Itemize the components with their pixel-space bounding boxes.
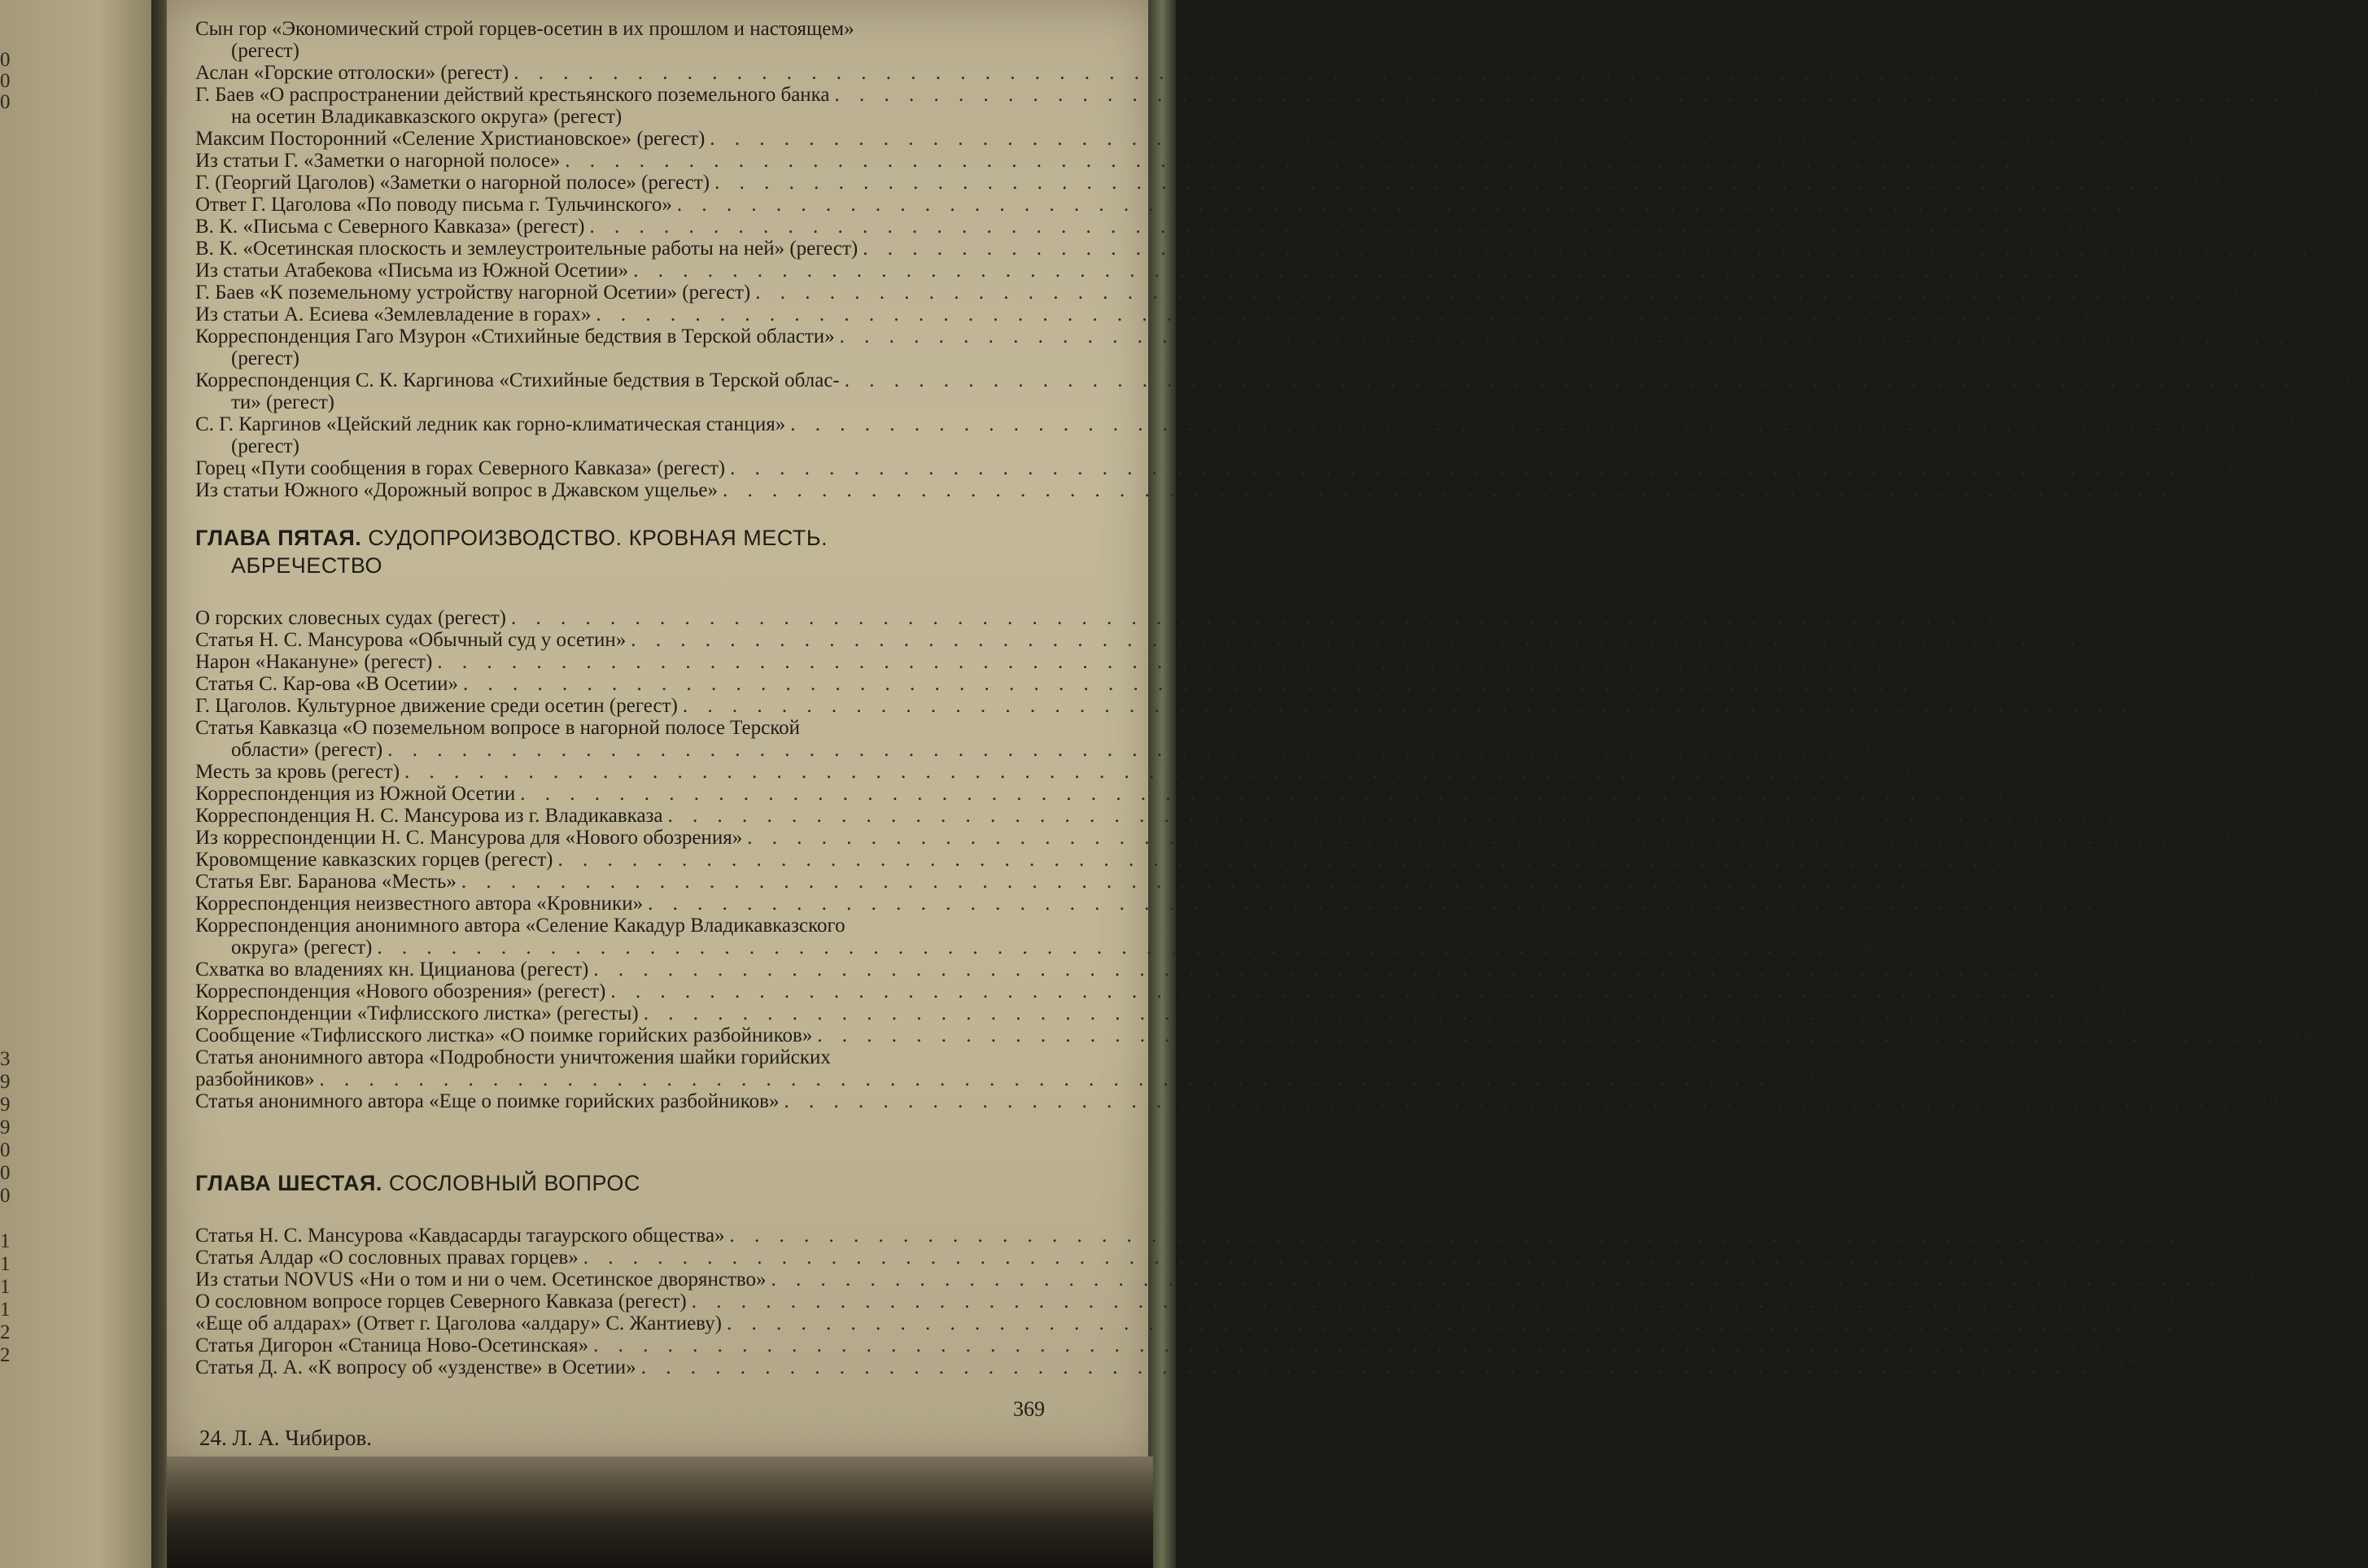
toc-entry-title: Г. Цаголов. Культурное движение среди осетин (регест) <box>195 695 678 717</box>
toc-entry <box>195 40 1042 62</box>
toc-entry-title: Статья Кавказца «О поземельном вопросе в нагорной полосе Терской <box>195 717 800 739</box>
toc-entry-page: 146 <box>2118 1002 2149 1024</box>
toc-entry-page: 117 <box>2108 260 2139 282</box>
dot-leader <box>714 172 2166 194</box>
toc-entry-page: 117 <box>2230 282 2261 304</box>
dot-leader <box>404 761 1856 783</box>
toc-entry-title: «Еще об алдарах» (Ответ г. Цаголова «алдару» С. Жантиеву) <box>195 1312 722 1334</box>
bottom-shadow <box>167 1457 1153 1568</box>
toc-entry-page: 115 <box>2152 194 2183 216</box>
toc-entry-title: Из статьи Г. «Заметки о нагорной полосе» <box>195 150 561 172</box>
toc-entry-title: С. Г. Каргинов «Цейский ледник как горно-климатическая станция» <box>195 413 786 435</box>
left-page-digit: 0 <box>0 91 11 113</box>
toc-entry <box>195 435 1042 457</box>
toc-entry-title: Максим Посторонний «Селение Христиановское» (регест) <box>195 128 706 150</box>
left-page-digit: 9 <box>0 1094 11 1116</box>
toc-entry <box>195 1291 2197 1312</box>
toc-entry-page: 165 <box>2246 1269 2277 1291</box>
toc-entry <box>195 651 1943 673</box>
toc-entry-title: Месть за кровь (регест) <box>195 761 400 783</box>
toc-entry <box>195 1090 2290 1112</box>
toc-entry <box>195 783 2026 805</box>
toc-entry <box>195 216 2095 238</box>
toc-entry-page: 117 <box>2338 238 2368 260</box>
page-number: 369 <box>1013 1397 1045 1421</box>
left-page-digit: 0 <box>0 49 11 71</box>
toc-entry <box>195 282 2261 304</box>
toc-entry <box>195 1068 1825 1090</box>
dot-leader <box>437 651 1889 673</box>
left-page-digit: 1 <box>0 1253 11 1275</box>
left-page-digit: 0 <box>0 70 11 92</box>
toc-entry <box>195 805 2174 827</box>
toc-entry-title: Ответ Г. Цаголова «По поводу письма г. Тульчинского» <box>195 194 672 216</box>
dot-leader <box>641 1356 2093 1378</box>
dot-leader <box>511 607 1963 629</box>
dot-leader <box>610 981 2062 1002</box>
chapter-6-heading <box>195 1169 1042 1197</box>
toc-entry-title: Корреспонденция Н. С. Мансурова из г. Владикавказа <box>195 805 663 827</box>
toc-entry <box>195 849 2064 871</box>
toc-entry-title: Г. Баев «К поземельному устройству нагорной Осетии» (регест) <box>195 282 751 304</box>
chapter-5-title: СУДОПРОИЗВОДСТВО. КРОВНАЯ МЕСТЬ. <box>368 526 828 550</box>
chapter-6-title: СОСЛОВНЫЙ ВОПРОС <box>388 1171 640 1195</box>
toc-entry <box>195 260 2139 282</box>
toc-entry <box>195 194 2183 216</box>
dot-leader <box>710 128 2161 150</box>
toc-entry <box>195 739 1894 761</box>
dot-leader <box>840 325 2292 347</box>
dot-leader <box>377 937 1828 959</box>
toc-entry-title: Статья Алдар «О сословных правах горцев» <box>195 1247 579 1269</box>
left-page-digit: 2 <box>0 1344 11 1366</box>
entries-list-a <box>195 18 2368 501</box>
toc-entry-title: разбойников» <box>195 1068 315 1090</box>
toc-entry-page: 139 <box>1862 739 1894 761</box>
toc-entry <box>195 871 1968 893</box>
dot-leader <box>565 150 2016 172</box>
toc-entry-page: 114 <box>2190 172 2221 194</box>
toc-entry-page: 113 <box>2185 128 2216 150</box>
toc-entry-page: 121 <box>2197 479 2229 501</box>
toc-entry <box>195 1334 2099 1356</box>
chapter-5-title-2: АБРЕЧЕСТВО <box>231 553 382 578</box>
dot-leader <box>648 893 2099 915</box>
toc-entry <box>195 1247 2089 1269</box>
toc-entry-page: 151 <box>2204 1225 2235 1247</box>
toc-entry-title: Статья анонимного автора «Подробности уничтожения шайки горийских <box>195 1046 831 1068</box>
toc-entry <box>195 629 2137 651</box>
dot-leader <box>513 62 1965 84</box>
toc-entry-title: Корреспонденция «Нового обозрения» (регест) <box>195 981 606 1002</box>
toc-entry-title: В. К. «Осетинская плоскость и землеустроительные работы на ней» (регест) <box>195 238 859 260</box>
toc-entry-title: Статья С. Кар-ова «В Осетии» <box>195 673 459 695</box>
toc-entry <box>195 18 1042 40</box>
toc-entry-page: 120 <box>2319 369 2350 391</box>
toc-entry <box>195 1225 2235 1247</box>
toc-entry <box>195 457 2236 479</box>
toc-entry <box>195 479 2229 501</box>
toc-entry-page: 137 <box>1938 673 1969 695</box>
dot-leader <box>589 216 2041 238</box>
toc-entry-title: О сословном вопросе горцев Северного Кавказа (регест) <box>195 1291 687 1312</box>
toc-entry <box>195 62 2020 84</box>
chapter-6-label: ГЛАВА ШЕСТАЯ. <box>195 1171 382 1195</box>
toc-entry-page: 139 <box>1879 761 1911 783</box>
dot-leader <box>583 1247 2035 1269</box>
table-of-contents <box>195 18 2368 1378</box>
dot-leader <box>633 260 2085 282</box>
toc-entry <box>195 347 1042 369</box>
dot-leader <box>463 673 1915 695</box>
dot-leader <box>387 739 1839 761</box>
toc-entry-page: 146 <box>2069 959 2099 981</box>
toc-entry-page: 113 <box>2310 84 2340 106</box>
toc-entry <box>195 84 2340 106</box>
left-page-digit: 0 <box>0 1162 11 1184</box>
toc-entry-title: Сын гор «Экономический строй горцев-осетин в их прошлом и настоящем» <box>195 18 854 40</box>
toc-entry <box>195 128 2216 150</box>
toc-entry <box>195 1356 2147 1378</box>
toc-entry-title: Кровомщение кавказских горцев (регест) <box>195 849 553 871</box>
toc-entry-page: 148 <box>2259 1090 2290 1112</box>
toc-entry-page: 139 <box>2143 805 2174 827</box>
toc-entry-title: Статья Н. С. Мансурова «Кавдасарды тагаурского общества» <box>195 1225 725 1247</box>
toc-entry <box>195 915 1042 937</box>
toc-entry-title: Статья Евг. Баранова «Месть» <box>195 871 457 893</box>
dot-leader <box>593 959 2045 981</box>
dot-leader <box>557 849 2009 871</box>
toc-entry <box>195 304 2102 325</box>
toc-entry-page: 142 <box>2033 849 2064 871</box>
toc-entry <box>195 391 1042 413</box>
toc-entry-title: (регест) <box>231 435 299 457</box>
toc-entry <box>195 106 1042 128</box>
toc-entry-title: Из статьи А. Есиева «Землевладение в горах» <box>195 304 592 325</box>
dot-leader <box>520 783 1972 805</box>
toc-entry-title: Корреспонденции «Тифлисского листка» (регесты) <box>195 1002 639 1024</box>
toc-entry-title: Из статьи Атабекова «Письма из Южной Осетии» <box>195 260 629 282</box>
toc-entry-title: Корреспонденция Гаго Мзурон «Стихийные бедствия в Терской области» <box>195 325 835 347</box>
left-page-digit: 9 <box>0 1116 11 1138</box>
toc-entry-page: 167 <box>2201 1312 2233 1334</box>
footer-signature: 24. Л. А. Чибиров. <box>199 1426 372 1450</box>
toc-entry-title: (регест) <box>231 40 299 62</box>
left-page-digit: 0 <box>0 1139 11 1161</box>
dot-leader <box>845 369 2296 391</box>
dot-leader <box>593 1334 2045 1356</box>
toc-entry-page: 146 <box>2086 981 2117 1002</box>
dot-leader <box>755 282 2207 304</box>
toc-entry-page: 113 <box>2040 150 2071 172</box>
dot-leader <box>790 413 2242 435</box>
toc-entry-page: 176 <box>2068 1334 2099 1356</box>
dot-leader <box>596 304 2047 325</box>
dot-leader <box>677 194 2129 216</box>
toc-entry-page: 116 <box>2065 216 2095 238</box>
toc-entry <box>195 937 1883 959</box>
dot-leader <box>668 805 2120 827</box>
dot-leader <box>692 1291 2143 1312</box>
dot-leader <box>835 84 2287 106</box>
toc-entry-page: 145 <box>1852 937 1883 959</box>
toc-entry-title: Корреспонденция анонимного автора «Селение Какадур Владикавказского <box>195 915 845 937</box>
toc-entry-title: ти» (регест) <box>231 391 334 413</box>
toc-entry <box>195 717 1042 739</box>
entries-list-b <box>195 607 2323 1112</box>
toc-entry-page: 146 <box>2292 1024 2323 1046</box>
dot-leader <box>863 238 2314 260</box>
left-page-digit: 1 <box>0 1299 11 1321</box>
dot-leader <box>730 457 2182 479</box>
toc-entry-page: 139 <box>1994 783 2026 805</box>
toc-entry-title: Аслан «Горские отголоски» (регест) <box>195 62 509 84</box>
toc-entry-page: 112 <box>1989 62 2020 84</box>
toc-entry-title: Схватка во владениях кн. Цицианова (регест) <box>195 959 589 981</box>
toc-entry-title: Горец «Пути сообщения в горах Северного Кавказа» (регест) <box>195 457 726 479</box>
toc-entry <box>195 1002 2149 1024</box>
toc-entry-title: Статья Н. С. Мансурова «Обычный суд у осетин» <box>195 629 627 651</box>
dot-leader <box>727 1312 2178 1334</box>
toc-entry-title: области» (регест) <box>231 739 383 761</box>
chapter-5-heading <box>195 524 1042 579</box>
toc-entry-page: 155 <box>2058 1247 2089 1269</box>
toc-entry-title: Корреспонденция из Южной Осетии <box>195 783 516 805</box>
left-page-digit: 3 <box>0 1048 11 1070</box>
toc-entry-page: 122 <box>2106 629 2137 651</box>
dot-leader <box>747 827 2199 849</box>
dot-leader <box>461 871 1913 893</box>
left-page-digit: 9 <box>0 1071 11 1093</box>
left-page-edge <box>0 0 163 1568</box>
dot-leader <box>320 1068 1772 1090</box>
left-page-digit: 0 <box>0 1185 11 1207</box>
toc-entry-title: на осетин Владикавказского округа» (регест) <box>231 106 623 128</box>
toc-entry-page: 120 <box>2314 325 2345 347</box>
dot-leader <box>784 1090 2235 1112</box>
toc-entry-page: 145 <box>2122 893 2154 915</box>
toc-entry <box>195 413 2296 435</box>
left-page-digit: 1 <box>0 1276 11 1298</box>
toc-entry <box>195 325 2345 347</box>
toc-entry-page: 142 <box>1936 871 1968 893</box>
toc-entry <box>195 1312 2233 1334</box>
toc-entry <box>195 981 2117 1002</box>
toc-entry <box>195 761 1911 783</box>
left-page-digit: 2 <box>0 1321 11 1343</box>
toc-entry-title: Статья Д. А. «К вопросу об «узденстве» в Осетии» <box>195 1356 636 1378</box>
toc-entry-title: Корреспонденция неизвестного автора «Кровники» <box>195 893 644 915</box>
toc-entry-page: 121 <box>2204 457 2236 479</box>
toc-entry <box>195 959 2099 981</box>
toc-entry <box>195 150 2071 172</box>
toc-entry-title: Статья Дигорон «Станица Ново-Осетинская» <box>195 1334 589 1356</box>
toc-entry <box>195 827 2253 849</box>
dot-leader <box>730 1225 2182 1247</box>
toc-entry-title: округа» (регест) <box>231 937 373 959</box>
toc-entry-page: 146 <box>1794 1068 1825 1090</box>
chapter-5-label: ГЛАВА ПЯТАЯ. <box>195 526 362 550</box>
toc-entry-page: 119 <box>2072 304 2102 325</box>
toc-entry <box>195 893 2154 915</box>
dot-leader <box>723 479 2174 501</box>
toc-entry-page: 140 <box>2222 827 2253 849</box>
toc-entry <box>195 369 2350 391</box>
toc-entry-page: 137 <box>1912 651 1943 673</box>
toc-entry-title: Г. (Георгий Цаголов) «Заметки о нагорной полосе» (регест) <box>195 172 710 194</box>
dot-leader <box>644 1002 2095 1024</box>
toc-entry-page: 167 <box>2166 1291 2197 1312</box>
toc-entry <box>195 1046 1042 1068</box>
toc-entry <box>195 607 2017 629</box>
toc-entry-title: (регест) <box>231 347 299 369</box>
toc-entry-title: Из корреспонденции Н. С. Мансурова для «Нового обозрения» <box>195 827 743 849</box>
toc-entry <box>195 673 1969 695</box>
toc-entry-title: Нарон «Накануне» (регест) <box>195 651 433 673</box>
toc-entry-title: Из статьи Южного «Дорожный вопрос в Джавском ущелье» <box>195 479 718 501</box>
toc-entry-page: 138 <box>2157 695 2189 717</box>
dot-leader <box>771 1269 2223 1291</box>
toc-entry-title: Сообщение «Тифлисского листка» «О поимке горийских разбойников» <box>195 1024 813 1046</box>
toc-entry <box>195 238 2368 260</box>
toc-entry-title: В. К. «Письма с Северного Кавказа» (регест) <box>195 216 585 238</box>
toc-entry <box>195 695 2189 717</box>
toc-entry-page: 178 <box>2116 1356 2147 1378</box>
toc-entry-title: Корреспонденция С. К. Каргинова «Стихийные бедствия в Терской облас- <box>195 369 840 391</box>
toc-entry-page: 122 <box>1986 607 2017 629</box>
toc-entry-title: Из статьи NOVUS «Ни о том и ни о чем. Осетинское дворянство» <box>195 1269 767 1291</box>
left-page-digit: 1 <box>0 1230 11 1252</box>
toc-entry-title: Г. Баев «О распространении действий крестьянского поземельного банка <box>195 84 830 106</box>
toc-entry-title: О горских словесных судах (регест) <box>195 607 506 629</box>
dot-leader <box>683 695 2134 717</box>
toc-entry <box>195 1024 2323 1046</box>
dot-leader <box>631 629 2082 651</box>
toc-entry-title: Статья анонимного автора «Еще о поимке горийских разбойников» <box>195 1090 780 1112</box>
toc-entry-page: 121 <box>2265 413 2296 435</box>
entries-list-c <box>195 1225 2277 1378</box>
dot-leader <box>817 1024 2269 1046</box>
toc-entry <box>195 172 2221 194</box>
toc-entry <box>195 1269 2277 1291</box>
